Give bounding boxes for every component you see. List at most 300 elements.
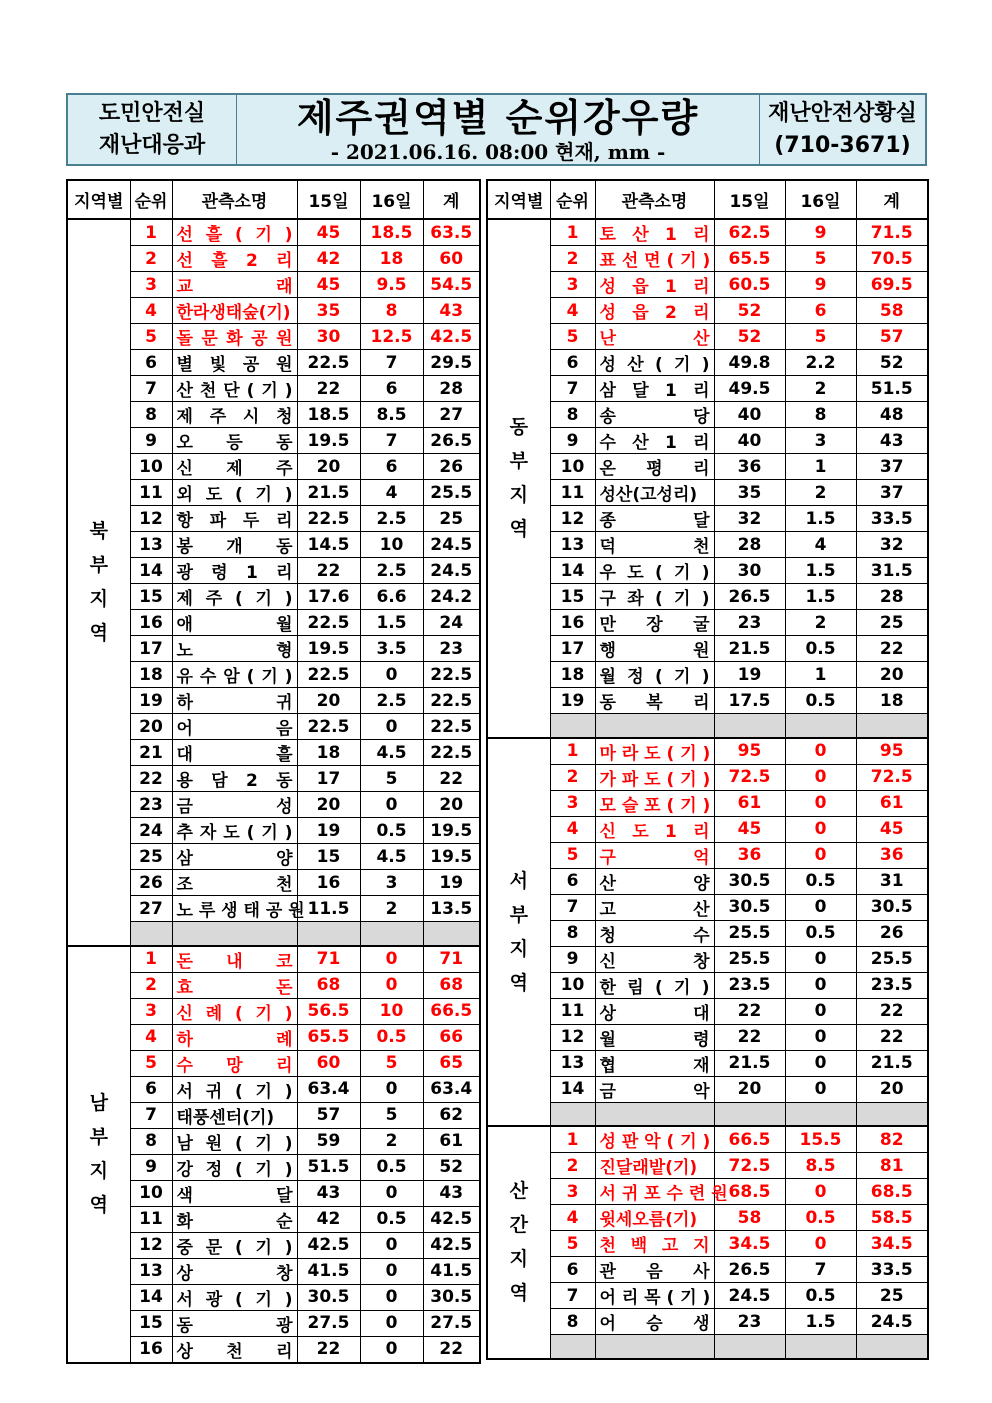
total-cell: 29.5 [423, 350, 480, 376]
blank-cell [856, 1102, 928, 1126]
day15-cell: 19.5 [297, 428, 360, 454]
day16-cell: 0 [360, 662, 423, 688]
station-cell: 수 산 1 리 [595, 428, 714, 454]
total-cell: 42.5 [423, 1232, 480, 1258]
station-cell: 우 도 ( 기 ) [595, 558, 714, 584]
station-cell: 성 판 악 ( 기 ) [595, 1126, 714, 1153]
day16-cell: 1 [785, 662, 856, 688]
total-cell: 69.5 [856, 272, 928, 298]
blank-cell [297, 922, 360, 946]
table-row [487, 1153, 928, 1179]
total-cell: 22.5 [423, 740, 480, 766]
day16-cell: 6 [360, 376, 423, 402]
day15-cell: 19.5 [297, 636, 360, 662]
rank-cell: 8 [130, 1128, 172, 1154]
day15-cell: 45 [297, 219, 360, 246]
day16-cell: 4 [785, 532, 856, 558]
total-cell: 23.5 [856, 972, 928, 998]
day15-cell: 19 [297, 818, 360, 844]
total-cell: 22 [856, 1024, 928, 1050]
total-cell: 20 [856, 1076, 928, 1102]
blank-cell [856, 1335, 928, 1359]
total-cell: 26.5 [423, 428, 480, 454]
table-row [67, 946, 480, 973]
rank-cell: 3 [550, 1179, 595, 1205]
day15-cell: 58 [714, 1205, 785, 1231]
total-cell: 72.5 [856, 764, 928, 790]
station-cell: 성산(고성리) [595, 480, 714, 506]
rank-cell: 5 [130, 1050, 172, 1076]
table-row [487, 868, 928, 894]
station-cell: 동 광 [172, 1310, 297, 1336]
rank-cell: 14 [550, 558, 595, 584]
department-line1: 도민안전실 [98, 100, 206, 126]
total-cell: 30.5 [423, 1284, 480, 1310]
station-cell: 상 대 [595, 998, 714, 1024]
region-char: 지 [89, 1160, 108, 1182]
station-cell: 추 자 도 ( 기 ) [172, 818, 297, 844]
station-cell: 서 귀 포 수 련 원 [595, 1179, 714, 1205]
rank-cell: 4 [550, 816, 595, 842]
station-cell: 모 슬 포 ( 기 ) [595, 790, 714, 816]
station-cell: 용 담 2 동 [172, 766, 297, 792]
total-cell: 65 [423, 1050, 480, 1076]
contact-line2: (710-3671) [774, 132, 911, 158]
total-cell: 31.5 [856, 558, 928, 584]
day16-cell: 4.5 [360, 844, 423, 870]
blank-cell [595, 1335, 714, 1359]
total-cell: 95 [856, 738, 928, 765]
rank-cell: 4 [130, 1024, 172, 1050]
table-row [487, 920, 928, 946]
day15-cell: 60.5 [714, 272, 785, 298]
day15-cell: 36 [714, 454, 785, 480]
day15-cell: 11.5 [297, 896, 360, 922]
station-cell: 관 음 사 [595, 1257, 714, 1283]
station-cell: 윗세오름(기) [595, 1205, 714, 1231]
rank-cell: 6 [550, 1257, 595, 1283]
day15-cell: 72.5 [714, 1153, 785, 1179]
total-cell: 20 [856, 662, 928, 688]
station-cell: 월 령 [595, 1024, 714, 1050]
day16-cell: 0.5 [785, 920, 856, 946]
total-cell: 43 [423, 1180, 480, 1206]
report-header [66, 93, 927, 166]
day16-cell: 1.5 [785, 506, 856, 532]
day16-cell: 8.5 [785, 1153, 856, 1179]
total-cell: 26 [423, 454, 480, 480]
rank-cell: 22 [130, 766, 172, 792]
column-header: 순위 [130, 180, 172, 219]
day15-cell: 20 [297, 688, 360, 714]
blank-cell [856, 714, 928, 738]
rank-cell: 1 [130, 946, 172, 973]
day15-cell: 21.5 [297, 480, 360, 506]
rank-cell: 18 [550, 662, 595, 688]
total-cell: 22 [423, 1336, 480, 1363]
table-row [487, 1205, 928, 1231]
station-cell: 표 선 면 ( 기 ) [595, 246, 714, 272]
day15-cell: 18.5 [297, 402, 360, 428]
table-body [67, 219, 480, 1363]
day15-cell: 42.5 [297, 1232, 360, 1258]
blank-cell [785, 714, 856, 738]
station-cell: 덕 천 [595, 532, 714, 558]
blank-cell [550, 714, 595, 738]
day16-cell: 0 [360, 1232, 423, 1258]
total-cell: 54.5 [423, 272, 480, 298]
table-row [487, 764, 928, 790]
table-row [487, 842, 928, 868]
total-cell: 41.5 [423, 1258, 480, 1284]
total-cell: 42.5 [423, 324, 480, 350]
day16-cell: 0.5 [785, 1283, 856, 1309]
rank-cell: 9 [550, 946, 595, 972]
total-cell: 22.5 [423, 714, 480, 740]
rank-cell: 5 [550, 324, 595, 350]
total-cell: 24.5 [856, 1309, 928, 1335]
day15-cell: 25.5 [714, 920, 785, 946]
rank-cell: 13 [550, 532, 595, 558]
rank-cell: 15 [550, 584, 595, 610]
table-row [487, 428, 928, 454]
rank-cell: 15 [130, 1310, 172, 1336]
blank-cell [423, 922, 480, 946]
rank-cell: 3 [550, 272, 595, 298]
day16-cell: 1.5 [360, 610, 423, 636]
column-header: 관측소명 [172, 180, 297, 219]
rank-cell: 1 [550, 219, 595, 246]
day16-cell: 1.5 [785, 1309, 856, 1335]
day16-cell: 15.5 [785, 1126, 856, 1153]
rank-cell: 10 [130, 1180, 172, 1206]
station-cell: 한 림 ( 기 ) [595, 972, 714, 998]
total-cell: 19.5 [423, 818, 480, 844]
total-cell: 57 [856, 324, 928, 350]
day16-cell: 2.5 [360, 506, 423, 532]
day15-cell: 62.5 [714, 219, 785, 246]
total-cell: 28 [856, 584, 928, 610]
rank-cell: 7 [550, 376, 595, 402]
station-cell: 하 귀 [172, 688, 297, 714]
rank-cell: 27 [130, 896, 172, 922]
total-cell: 63.5 [423, 219, 480, 246]
rank-cell: 14 [130, 558, 172, 584]
day15-cell: 22.5 [297, 610, 360, 636]
day16-cell: 12.5 [360, 324, 423, 350]
table-row [487, 816, 928, 842]
day16-cell: 4 [360, 480, 423, 506]
table-row [487, 1309, 928, 1335]
day15-cell: 30 [714, 558, 785, 584]
blank-cell [360, 922, 423, 946]
department-box [68, 95, 237, 164]
rank-cell: 7 [130, 1102, 172, 1128]
total-cell: 43 [423, 298, 480, 324]
day16-cell: 0.5 [785, 1205, 856, 1231]
day15-cell: 51.5 [297, 1154, 360, 1180]
rank-cell: 13 [550, 1050, 595, 1076]
rank-cell: 6 [550, 868, 595, 894]
region-label [487, 738, 550, 1127]
total-cell: 25 [856, 1283, 928, 1309]
table-row [487, 998, 928, 1024]
rank-cell: 23 [130, 792, 172, 818]
day16-cell: 7 [360, 350, 423, 376]
total-cell: 24.5 [423, 558, 480, 584]
day16-cell: 2 [360, 896, 423, 922]
rank-cell: 12 [550, 506, 595, 532]
table-row [487, 324, 928, 350]
station-cell: 애 월 [172, 610, 297, 636]
rank-cell: 10 [130, 454, 172, 480]
day16-cell: 1 [785, 454, 856, 480]
station-cell: 항 파 두 리 [172, 506, 297, 532]
day16-cell: 0 [785, 972, 856, 998]
station-cell: 산 양 [595, 868, 714, 894]
station-cell: 신 도 1 리 [595, 816, 714, 842]
station-cell: 산 천 단 ( 기 ) [172, 376, 297, 402]
total-cell: 27.5 [423, 1310, 480, 1336]
region-char: 역 [509, 971, 528, 994]
day15-cell: 40 [714, 402, 785, 428]
station-cell: 유 수 암 ( 기 ) [172, 662, 297, 688]
rank-cell: 19 [550, 688, 595, 714]
station-cell: 진달래밭(기) [595, 1153, 714, 1179]
total-cell: 25.5 [856, 946, 928, 972]
rank-cell: 10 [550, 454, 595, 480]
station-cell: 종 달 [595, 506, 714, 532]
station-cell: 돈 내 코 [172, 946, 297, 973]
report-subtitle: - 2021.06.16. 08:00 현재, mm - [330, 139, 666, 164]
station-cell: 조 천 [172, 870, 297, 896]
station-cell: 서 귀 ( 기 ) [172, 1076, 297, 1102]
region-char: 남 [89, 1092, 108, 1114]
day16-cell: 2.5 [360, 558, 423, 584]
region-char: 서 [509, 869, 528, 892]
rank-cell: 6 [130, 1076, 172, 1102]
day15-cell: 43 [297, 1180, 360, 1206]
day16-cell: 7 [360, 428, 423, 454]
station-cell: 송 당 [595, 402, 714, 428]
day15-cell: 27.5 [297, 1310, 360, 1336]
region-char: 부 [509, 450, 528, 473]
region-char: 동 [509, 416, 528, 439]
rank-cell: 6 [550, 350, 595, 376]
column-header: 계 [856, 180, 928, 219]
station-cell: 성 읍 1 리 [595, 272, 714, 298]
total-cell: 24 [423, 610, 480, 636]
total-cell: 22.5 [423, 662, 480, 688]
table-body [487, 219, 928, 1359]
day15-cell: 30.5 [297, 1284, 360, 1310]
station-cell: 봉 개 동 [172, 532, 297, 558]
day16-cell: 5 [360, 766, 423, 792]
rank-cell: 12 [550, 1024, 595, 1050]
total-cell: 37 [856, 480, 928, 506]
day16-cell: 10 [360, 532, 423, 558]
day15-cell: 52 [714, 298, 785, 324]
day16-cell: 0.5 [785, 688, 856, 714]
total-cell: 25 [423, 506, 480, 532]
rank-cell: 8 [130, 402, 172, 428]
total-cell: 70.5 [856, 246, 928, 272]
day16-cell: 0 [360, 972, 423, 998]
day16-cell: 0 [360, 946, 423, 973]
total-cell: 28 [423, 376, 480, 402]
day15-cell: 22.5 [297, 350, 360, 376]
station-cell: 청 수 [595, 920, 714, 946]
station-cell: 하 례 [172, 1024, 297, 1050]
table-row [487, 272, 928, 298]
day16-cell: 5 [785, 324, 856, 350]
column-header: 관측소명 [595, 180, 714, 219]
rank-cell: 4 [550, 298, 595, 324]
day15-cell: 21.5 [714, 1050, 785, 1076]
station-cell: 금 성 [172, 792, 297, 818]
total-cell: 36 [856, 842, 928, 868]
total-cell: 37 [856, 454, 928, 480]
rank-cell: 8 [550, 402, 595, 428]
table-header-row [487, 180, 928, 219]
total-cell: 24.5 [423, 532, 480, 558]
total-cell: 63.4 [423, 1076, 480, 1102]
total-cell: 62 [423, 1102, 480, 1128]
day16-cell: 0 [360, 1310, 423, 1336]
rank-cell: 12 [130, 1232, 172, 1258]
total-cell: 27 [423, 402, 480, 428]
day15-cell: 49.5 [714, 376, 785, 402]
day15-cell: 18 [297, 740, 360, 766]
total-cell: 61 [423, 1128, 480, 1154]
day15-cell: 30 [297, 324, 360, 350]
day15-cell: 72.5 [714, 764, 785, 790]
day15-cell: 41.5 [297, 1258, 360, 1284]
rank-cell: 14 [550, 1076, 595, 1102]
station-cell: 신 창 [595, 946, 714, 972]
day15-cell: 68 [297, 972, 360, 998]
total-cell: 68 [423, 972, 480, 998]
station-cell: 가 파 도 ( 기 ) [595, 764, 714, 790]
total-cell: 58 [856, 298, 928, 324]
day15-cell: 95 [714, 738, 785, 765]
region-char: 지 [509, 484, 528, 507]
total-cell: 34.5 [856, 1231, 928, 1257]
title-box [237, 95, 760, 164]
station-cell: 색 달 [172, 1180, 297, 1206]
rank-cell: 4 [550, 1205, 595, 1231]
table-row [487, 402, 928, 428]
day16-cell: 7 [785, 1257, 856, 1283]
total-cell: 32 [856, 532, 928, 558]
station-cell: 토 산 1 리 [595, 219, 714, 246]
station-cell: 외 도 ( 기 ) [172, 480, 297, 506]
rank-cell: 16 [550, 610, 595, 636]
total-cell: 82 [856, 1126, 928, 1153]
rank-cell: 17 [550, 636, 595, 662]
total-cell: 58.5 [856, 1205, 928, 1231]
rainfall-table-right [486, 179, 929, 1360]
total-cell: 24.2 [423, 584, 480, 610]
table-row [487, 790, 928, 816]
column-header: 지역별 [67, 180, 130, 219]
day15-cell: 22 [297, 1336, 360, 1363]
day15-cell: 22 [714, 998, 785, 1024]
region-label [487, 1126, 550, 1359]
day16-cell: 2 [360, 1128, 423, 1154]
day16-cell: 9.5 [360, 272, 423, 298]
region-char: 역 [509, 1282, 528, 1305]
day15-cell: 30.5 [714, 868, 785, 894]
station-cell: 제 주 ( 기 ) [172, 584, 297, 610]
total-cell: 71 [423, 946, 480, 973]
blank-cell [785, 1102, 856, 1126]
station-cell: 어 승 생 [595, 1309, 714, 1335]
rank-cell: 9 [550, 428, 595, 454]
total-cell: 23 [423, 636, 480, 662]
day16-cell: 0 [360, 1076, 423, 1102]
day16-cell: 3 [785, 428, 856, 454]
total-cell: 13.5 [423, 896, 480, 922]
rank-cell: 15 [130, 584, 172, 610]
day15-cell: 21.5 [714, 636, 785, 662]
table-row [487, 1024, 928, 1050]
rank-cell: 11 [130, 480, 172, 506]
total-cell: 51.5 [856, 376, 928, 402]
station-cell: 구 억 [595, 842, 714, 868]
station-cell: 온 평 리 [595, 454, 714, 480]
day16-cell: 2 [785, 610, 856, 636]
blank-cell [595, 1102, 714, 1126]
day15-cell: 22 [297, 376, 360, 402]
day16-cell: 0 [360, 1284, 423, 1310]
rank-cell: 7 [550, 894, 595, 920]
table-row [487, 506, 928, 532]
rank-cell: 9 [130, 428, 172, 454]
blank-cell [785, 1335, 856, 1359]
table-row [487, 480, 928, 506]
station-cell: 상 천 리 [172, 1336, 297, 1363]
day15-cell: 14.5 [297, 532, 360, 558]
region-label [67, 946, 130, 1363]
day15-cell: 59 [297, 1128, 360, 1154]
region-label [67, 219, 130, 946]
day15-cell: 35 [714, 480, 785, 506]
day15-cell: 23 [714, 610, 785, 636]
day16-cell: 4.5 [360, 740, 423, 766]
total-cell: 42.5 [423, 1206, 480, 1232]
rank-cell: 14 [130, 1284, 172, 1310]
rank-cell: 7 [550, 1283, 595, 1309]
rank-cell: 16 [130, 1336, 172, 1363]
column-header: 16일 [785, 180, 856, 219]
day16-cell: 18.5 [360, 219, 423, 246]
table-row [487, 610, 928, 636]
total-cell: 22 [856, 636, 928, 662]
table-row [487, 350, 928, 376]
blank-cell [595, 714, 714, 738]
total-cell: 71.5 [856, 219, 928, 246]
day16-cell: 9 [785, 272, 856, 298]
rank-cell: 3 [550, 790, 595, 816]
station-cell: 신 제 주 [172, 454, 297, 480]
total-cell: 19.5 [423, 844, 480, 870]
day15-cell: 49.8 [714, 350, 785, 376]
rank-cell: 8 [550, 1309, 595, 1335]
rank-cell: 26 [130, 870, 172, 896]
day16-cell: 0 [785, 842, 856, 868]
table-row [487, 454, 928, 480]
